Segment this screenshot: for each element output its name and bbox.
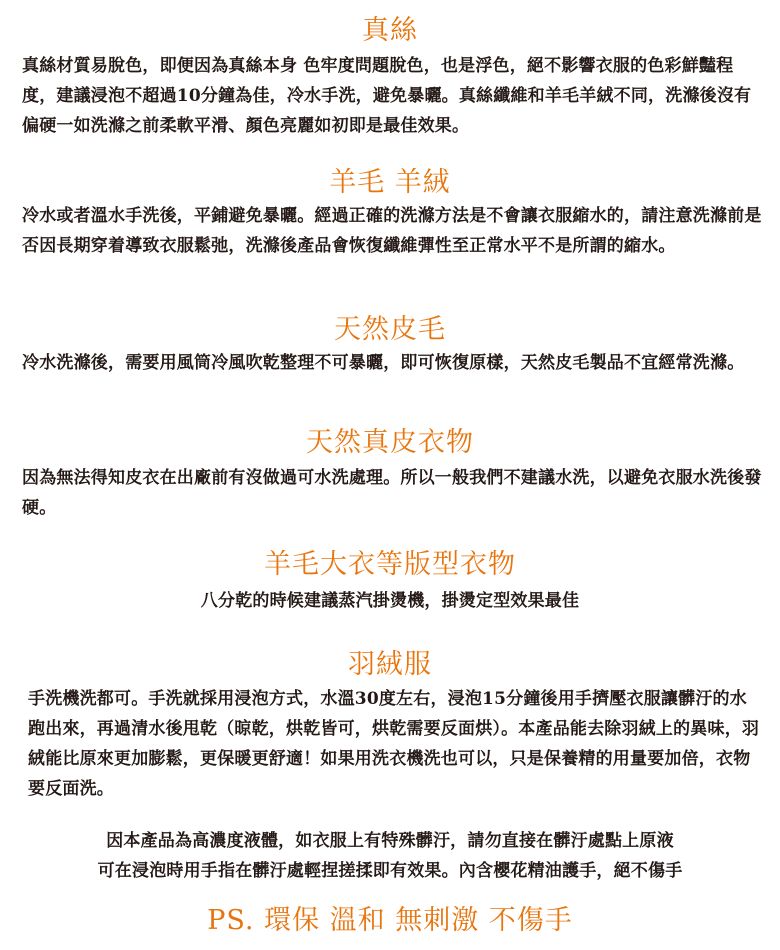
paragraph-natural-leather: 因為無法得知皮衣在出廠前有沒做過可水洗處理。所以一般我們不建議水洗，以避免衣服水洗後發硬。 xyxy=(22,468,762,518)
heading-natural-fur: 天然皮毛 xyxy=(334,314,446,345)
heading-wool-cashmere: 羊毛 羊絨 xyxy=(329,167,451,198)
notice-line-1: 因本產品為高濃度液體，如衣服上有特殊髒汙，請勿直接在髒汙處點上原液 xyxy=(106,831,674,851)
heading-wool-coat: 羊毛大衣等版型衣物 xyxy=(264,549,516,580)
paragraph-wool-coat: 八分乾的時候建議蒸汽掛燙機，掛燙定型效果最佳 xyxy=(200,591,580,611)
ps-slogan: PS. 環保 溫和 無刺激 不傷手 xyxy=(207,905,573,936)
heading-down-jacket: 羽絨服 xyxy=(348,649,432,680)
heading-silk: 真絲 xyxy=(362,15,418,46)
heading-natural-leather: 天然真皮衣物 xyxy=(306,427,474,458)
paragraph-silk: 真絲材質易脫色，即便因為真絲本身 色牢度問題脫色，也是浮色，絕不影響衣服的色彩鮮豔程度，建議浸泡不超過10分鐘為佳，冷水手洗，避免暴曬。真絲纖維和羊毛羊絨不同，洗滌後沒有偏硬一如洗滌之前柔軟平滑、顏色亮麗如初即是最佳效果。 xyxy=(22,56,752,136)
paragraph-wool-cashmere: 冷水或者溫水手洗後，平鋪避免暴曬。經過正確的洗滌方法是不會讓衣服縮水的，請注意洗滌前是否因長期穿着導致衣服鬆弛，洗滌後產品會恢復纖維彈性至正常水平不是所謂的縮水。 xyxy=(22,206,762,256)
paragraph-natural-fur: 冷水洗滌後，需要用風筒冷風吹乾整理不可暴曬，即可恢復原樣，天然皮毛製品不宜經常洗滌。 xyxy=(22,353,745,373)
paragraph-down-jacket: 手洗機洗都可。手洗就採用浸泡方式，水溫30度左右，浸泡15分鐘後用手擠壓衣服讓髒汙的水跑出來，再過清水後甩乾（晾乾，烘乾皆可，烘乾需要反面烘）。本產品能去除羽絨上的異味，羽絨能比原來更加膨鬆，更保暖更舒適！如果用洗衣機洗也可以，只是保養精的用量要加倍，衣物要反面洗。 xyxy=(28,689,760,799)
notice-line-2: 可在浸泡時用手指在髒汙處輕捏搓揉即有效果。內含櫻花精油護手，絕不傷手 xyxy=(97,861,683,881)
